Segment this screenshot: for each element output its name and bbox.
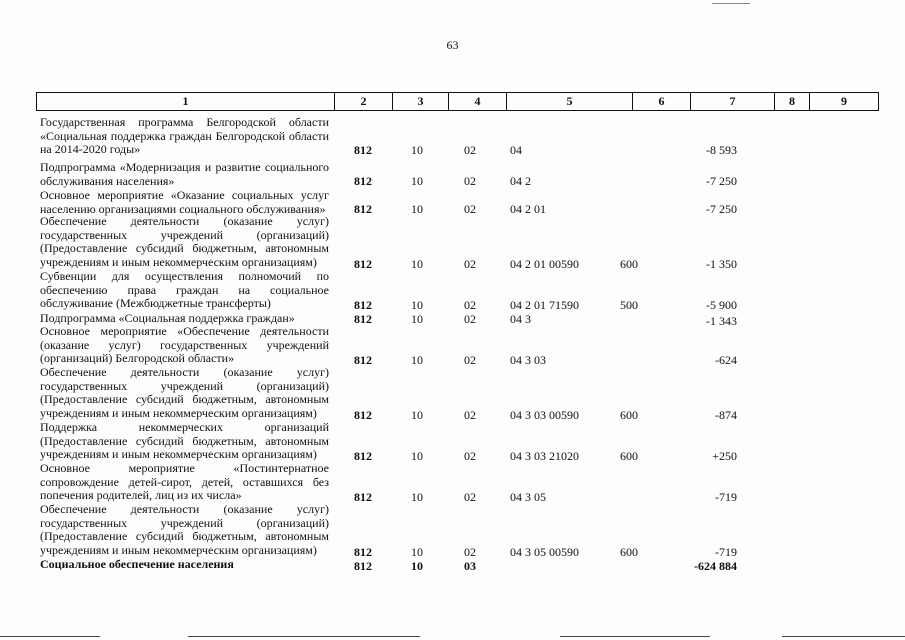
row-col-4: 02 [464, 257, 476, 271]
header-col-1: 1 [182, 94, 189, 108]
header-col-7: 7 [690, 93, 774, 110]
table-row [36, 462, 879, 504]
row-col-2: 812 [354, 312, 372, 326]
header-col-8: 8 [774, 93, 809, 110]
row-col-7: -624 [715, 353, 737, 367]
row-col-7: -1 343 [706, 314, 737, 328]
row-name: Поддержка некоммерческих организаций (Предоставление субсидий бюджетным, автономным учреждениям и иным некоммерческим организациям) [40, 420, 329, 462]
row-name: Обеспечение деятельности (оказание услуг) государственных учреждений (организаций) (Предоставление субсидий бюджетным, автономным учреждениям и иным некоммерческим организациям) [40, 214, 329, 269]
row-col-4: 02 [464, 490, 476, 504]
row-col-3: 10 [411, 298, 423, 312]
row-col-7: -8 593 [706, 143, 737, 157]
row-col-5: 04 2 01 00590 [510, 257, 579, 271]
table-header [36, 92, 879, 111]
row-col-2: 812 [354, 202, 372, 216]
table-row [36, 503, 879, 559]
row-col-7: +250 [712, 449, 737, 463]
scan-artifact [188, 636, 420, 637]
row-col-5: 04 [510, 143, 522, 157]
header-col-3: 3 [392, 93, 448, 110]
row-col-3: 10 [411, 490, 423, 504]
table-row [36, 215, 879, 271]
row-col-7: -5 900 [706, 298, 737, 312]
row-col-5: 04 2 01 71590 [510, 298, 579, 312]
header-col-5: 5 [506, 93, 632, 110]
row-col-7: -719 [715, 545, 737, 559]
row-col-4: 02 [464, 298, 476, 312]
row-col-7: -719 [715, 490, 737, 504]
row-col-5: 04 3 03 21020 [510, 449, 579, 463]
scan-artifact [782, 636, 905, 637]
table-row [36, 558, 879, 573]
row-col-7: -7 250 [706, 202, 737, 216]
row-col-6: 600 [620, 257, 638, 271]
row-col-5: 04 2 [510, 174, 531, 188]
row-col-5: 04 2 01 [510, 202, 546, 216]
row-col-3: 10 [411, 257, 423, 271]
row-name: Подпрограмма «Модернизация и развитие социального обслуживания населения» [40, 160, 329, 188]
row-col-3: 10 [411, 143, 423, 157]
row-name: Субвенции для осуществления полномочий по обеспечению права граждан на социальное обслуживание (Межбюджетные трансферты) [40, 269, 329, 311]
row-col-4: 02 [464, 353, 476, 367]
row-col-4: 02 [464, 449, 476, 463]
row-col-4: 02 [464, 202, 476, 216]
header-col-2: 2 [334, 93, 392, 110]
row-col-4: 02 [464, 312, 476, 326]
row-col-5: 04 3 03 [510, 353, 546, 367]
row-col-2: 812 [354, 174, 372, 188]
row-col-3: 10 [411, 545, 423, 559]
row-col-3: 10 [411, 449, 423, 463]
row-col-5: 04 3 05 00590 [510, 545, 579, 559]
row-col-6: 600 [620, 449, 638, 463]
row-col-3: 10 [411, 202, 423, 216]
row-col-3: 10 [411, 408, 423, 422]
scan-artifact [712, 3, 750, 4]
row-name: Основное мероприятие «Оказание социальных услуг населению организациями социального обслуживания» [40, 188, 329, 216]
row-col-4: 02 [464, 545, 476, 559]
row-name: Государственная программа Белгородской области «Социальная поддержка граждан Белгородской области на 2014-2020 годы» [40, 115, 329, 157]
table-row [36, 325, 879, 367]
row-col-5: 04 3 03 00590 [510, 408, 579, 422]
row-col-3: 10 [411, 174, 423, 188]
row-col-4: 03 [464, 559, 476, 573]
table-row [36, 366, 879, 422]
row-col-2: 812 [354, 545, 372, 559]
row-col-2: 812 [354, 408, 372, 422]
scan-artifact [0, 636, 100, 637]
row-col-7: -624 884 [694, 559, 737, 573]
row-col-6: 600 [620, 408, 638, 422]
row-col-2: 812 [354, 257, 372, 271]
row-col-6: 600 [620, 545, 638, 559]
table-row [36, 161, 879, 188]
row-col-2: 812 [354, 559, 372, 573]
row-col-2: 812 [354, 298, 372, 312]
table-row [36, 421, 879, 463]
row-name: Основное мероприятие «Обеспечение деятельности (оказание услуг) государственных учреждений (организаций) Белгородской области» [40, 324, 329, 366]
header-col-6: 6 [632, 93, 690, 110]
row-col-4: 02 [464, 143, 476, 157]
row-col-3: 10 [411, 353, 423, 367]
row-name: Подпрограмма «Социальная поддержка граждан» [40, 311, 295, 325]
row-col-4: 02 [464, 174, 476, 188]
page-number: 63 [446, 38, 459, 52]
header-col-4: 4 [448, 93, 506, 110]
table-row [36, 189, 879, 216]
row-col-3: 10 [411, 312, 423, 326]
row-col-7: -1 350 [706, 257, 737, 271]
scan-artifact [560, 636, 710, 637]
row-col-3: 10 [411, 559, 423, 573]
row-col-7: -7 250 [706, 174, 737, 188]
row-name: Обеспечение деятельности (оказание услуг) государственных учреждений (организаций) (Предоставление субсидий бюджетным, автономным учреждениям и иным некоммерческим организациям) [40, 502, 329, 557]
row-col-2: 812 [354, 353, 372, 367]
table-row [36, 270, 879, 312]
row-col-5: 04 3 05 [510, 490, 546, 504]
row-name: Основное мероприятие «Постинтернатное сопровождение детей-сирот, детей, оставшихся без попечения родителей, лиц из их числа» [40, 461, 329, 503]
header-col-9: 9 [809, 93, 878, 110]
row-col-5: 04 3 [510, 312, 531, 326]
table-row [36, 116, 879, 157]
row-col-7: -874 [715, 408, 737, 422]
row-name: Социальное обеспечение населения [40, 557, 234, 571]
row-col-2: 812 [354, 449, 372, 463]
row-col-4: 02 [464, 408, 476, 422]
row-col-2: 812 [354, 143, 372, 157]
row-name: Обеспечение деятельности (оказание услуг) государственных учреждений (организаций) (Предоставление субсидий бюджетным, автономным учреждениям и иным некоммерческим организациям) [40, 365, 329, 420]
row-col-2: 812 [354, 490, 372, 504]
row-col-6: 500 [620, 298, 638, 312]
